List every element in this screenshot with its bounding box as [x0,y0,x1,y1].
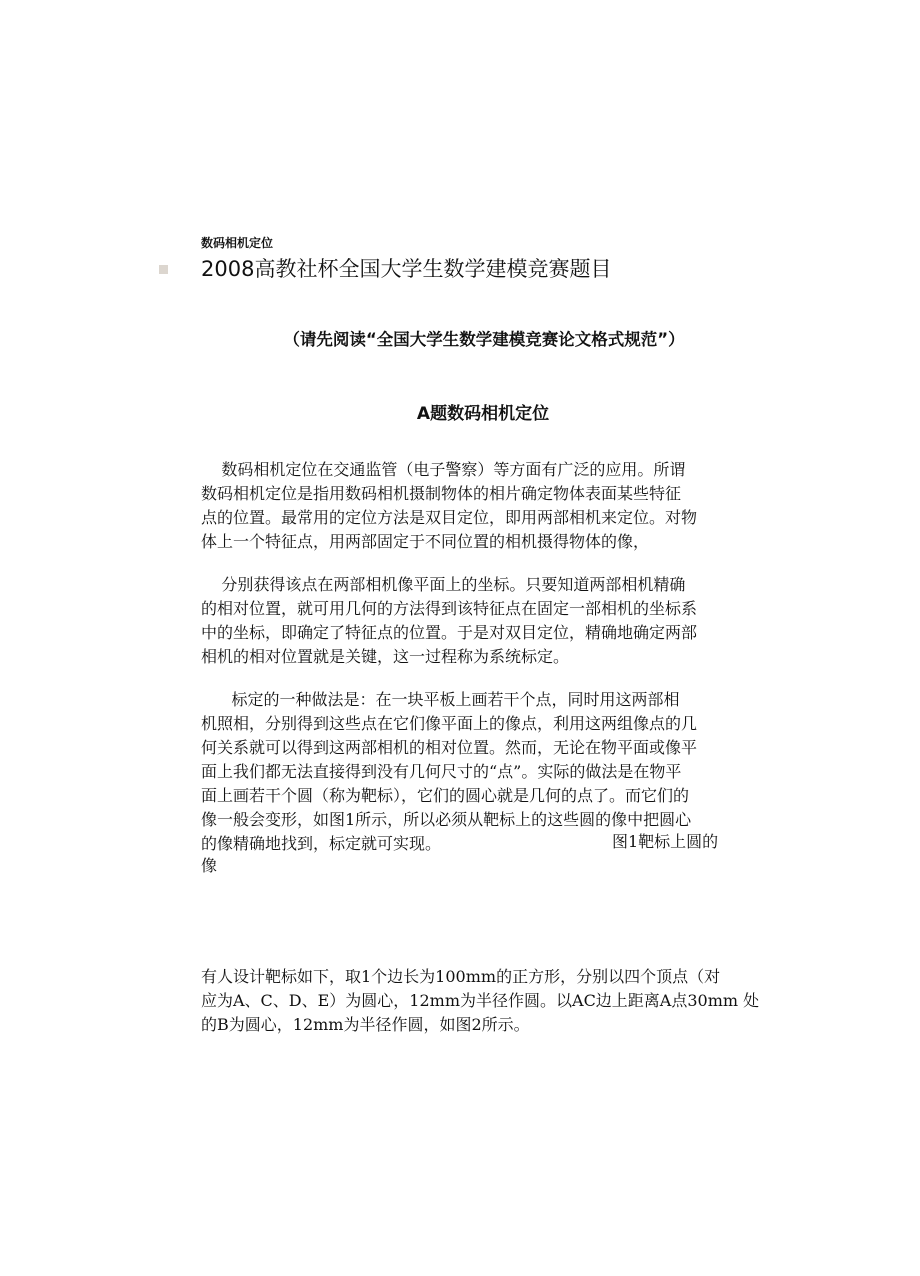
text-line: 体上一个特征点，用两部固定于不同位置的相机摄得物体的像， [201,532,650,551]
text-line: 面上我们都无法直接得到没有几何尺寸的“点”。实际的做法是在物平 [201,762,682,781]
figure-1-caption: 图1靶标上圆的 [612,832,719,851]
figure-1-caption-continued: 像 [201,856,218,875]
reading-notice: （请先阅读“全国大学生数学建模竞赛论文格式规范”） [283,330,685,349]
text-line: 的B为圆心，12mm为半径作圆，如图2所示。 [201,1015,530,1034]
running-header: 数码相机定位 [201,236,274,250]
text-line: 中的坐标，即确定了特征点的位置。于是对双目定位，精确地确定两部 [201,623,698,642]
text-line: 何关系就可以得到这两部相机的相对位置。然而，无论在物平面或像平 [201,738,698,757]
paragraph-1 [201,458,769,554]
text-line: 分别获得该点在两部相机像平面上的坐标。只要知道两部相机精确 [201,575,686,594]
text-line: 应为A、C、D、E）为圆心，12mm为半径作圆。以AC边上距离A点30mm 处 [201,991,760,1010]
paragraph-2 [201,573,769,669]
problem-title: A题数码相机定位 [416,404,550,424]
text-line: 机照相，分别得到这些点在它们像平面上的像点，利用这两组像点的几 [201,714,698,733]
text-line: 像一般会变形，如图1所示，所以必须从靶标上的这些圆的像中把圆心 [201,810,692,829]
text-line: 有人设计靶标如下，取1个边长为100mm的正方形，分别以四个顶点（对 [201,967,721,986]
text-line: 标定的一种做法是：在一块平板上画若干个点，同时用这两部相 [201,690,680,709]
text-line: 的像精确地找到，标定就可实现。 [201,834,442,853]
text-line: 数码相机定位在交通监管（电子警察）等方面有广泛的应用。所谓 [201,460,686,479]
paragraph-4 [201,965,769,1037]
document-title: 2008高教社杯全国大学生数学建模竞赛题目 [201,257,612,281]
text-line: 的相对位置，就可用几何的方法得到该特征点在固定一部相机的坐标系 [201,599,698,618]
text-line: 面上画若干个圆（称为靶标），它们的圆心就是几何的点了。而它们的 [201,786,690,805]
text-line: 相机的相对位置就是关键，这一过程称为系统标定。 [201,647,570,666]
bullet-marker [159,265,168,274]
text-line: 数码相机定位是指用数码相机摄制物体的相片确定物体表面某些特征 [201,484,682,503]
text-line: 点的位置。最常用的定位方法是双目定位，即用两部相机来定位。对物 [201,508,698,527]
